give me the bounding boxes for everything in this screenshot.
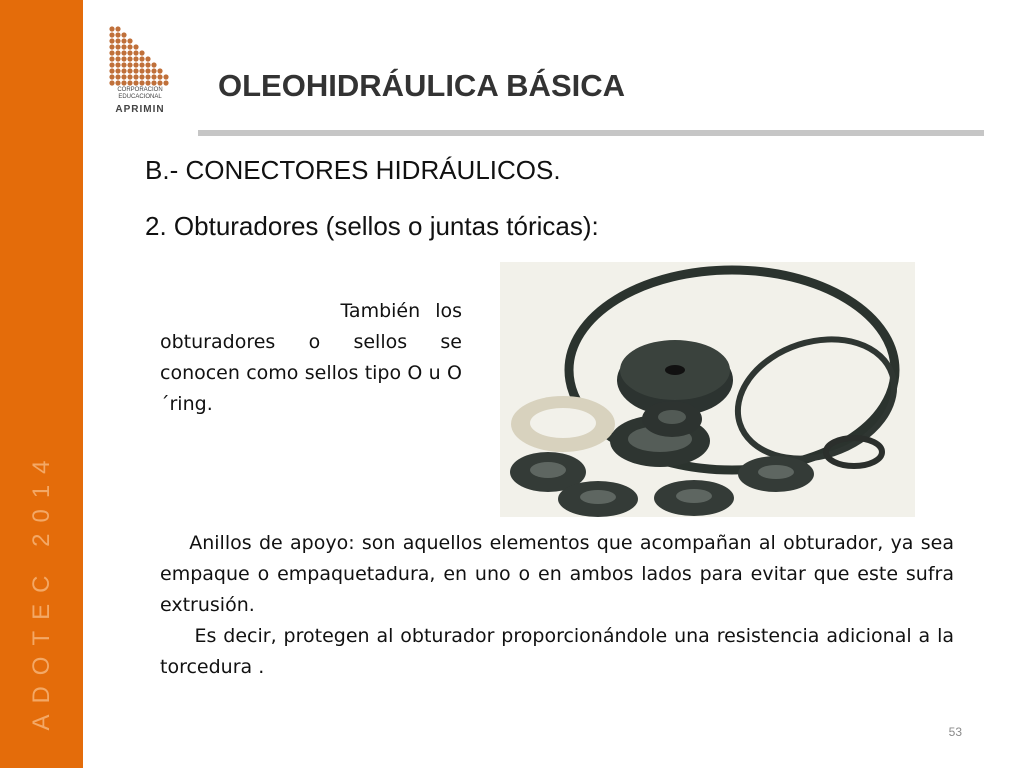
logo-line1: CORPORACION (117, 87, 163, 93)
section-heading: B.- CONECTORES HIDRÁULICOS. (145, 155, 561, 185)
o-ring-seals-photo (500, 262, 915, 517)
support-rings-paragraph-2: Es decir, protegen al obturador proporcionándole una resistencia adicional a la torcedura . (160, 625, 954, 678)
orange-sidebar (0, 0, 83, 768)
support-rings-text (160, 528, 954, 683)
support-rings-paragraph: Anillos de apoyo: son aquellos elementos que acompañan al obturador, ya sea empaque o empaquetadura, en uno o en ambos lados para evitar que este sufra extrusión. (160, 532, 954, 616)
logo-line2: EDUCACIONAL (118, 94, 162, 100)
page-title: OLEOHIDRÁULICA BÁSICA (218, 68, 626, 103)
page-number: 53 (948, 725, 962, 739)
logo-line3: APRIMIN (115, 104, 165, 115)
title-divider (198, 130, 984, 136)
section-subheading: 2. Obturadores (sellos o juntas tóricas): (145, 211, 599, 241)
sidebar-vertical-text: ADOTEC 2014 (28, 449, 55, 731)
o-ring-description: También los obturadores o sellos se conocen como sellos tipo O u O´ring. (160, 300, 462, 415)
